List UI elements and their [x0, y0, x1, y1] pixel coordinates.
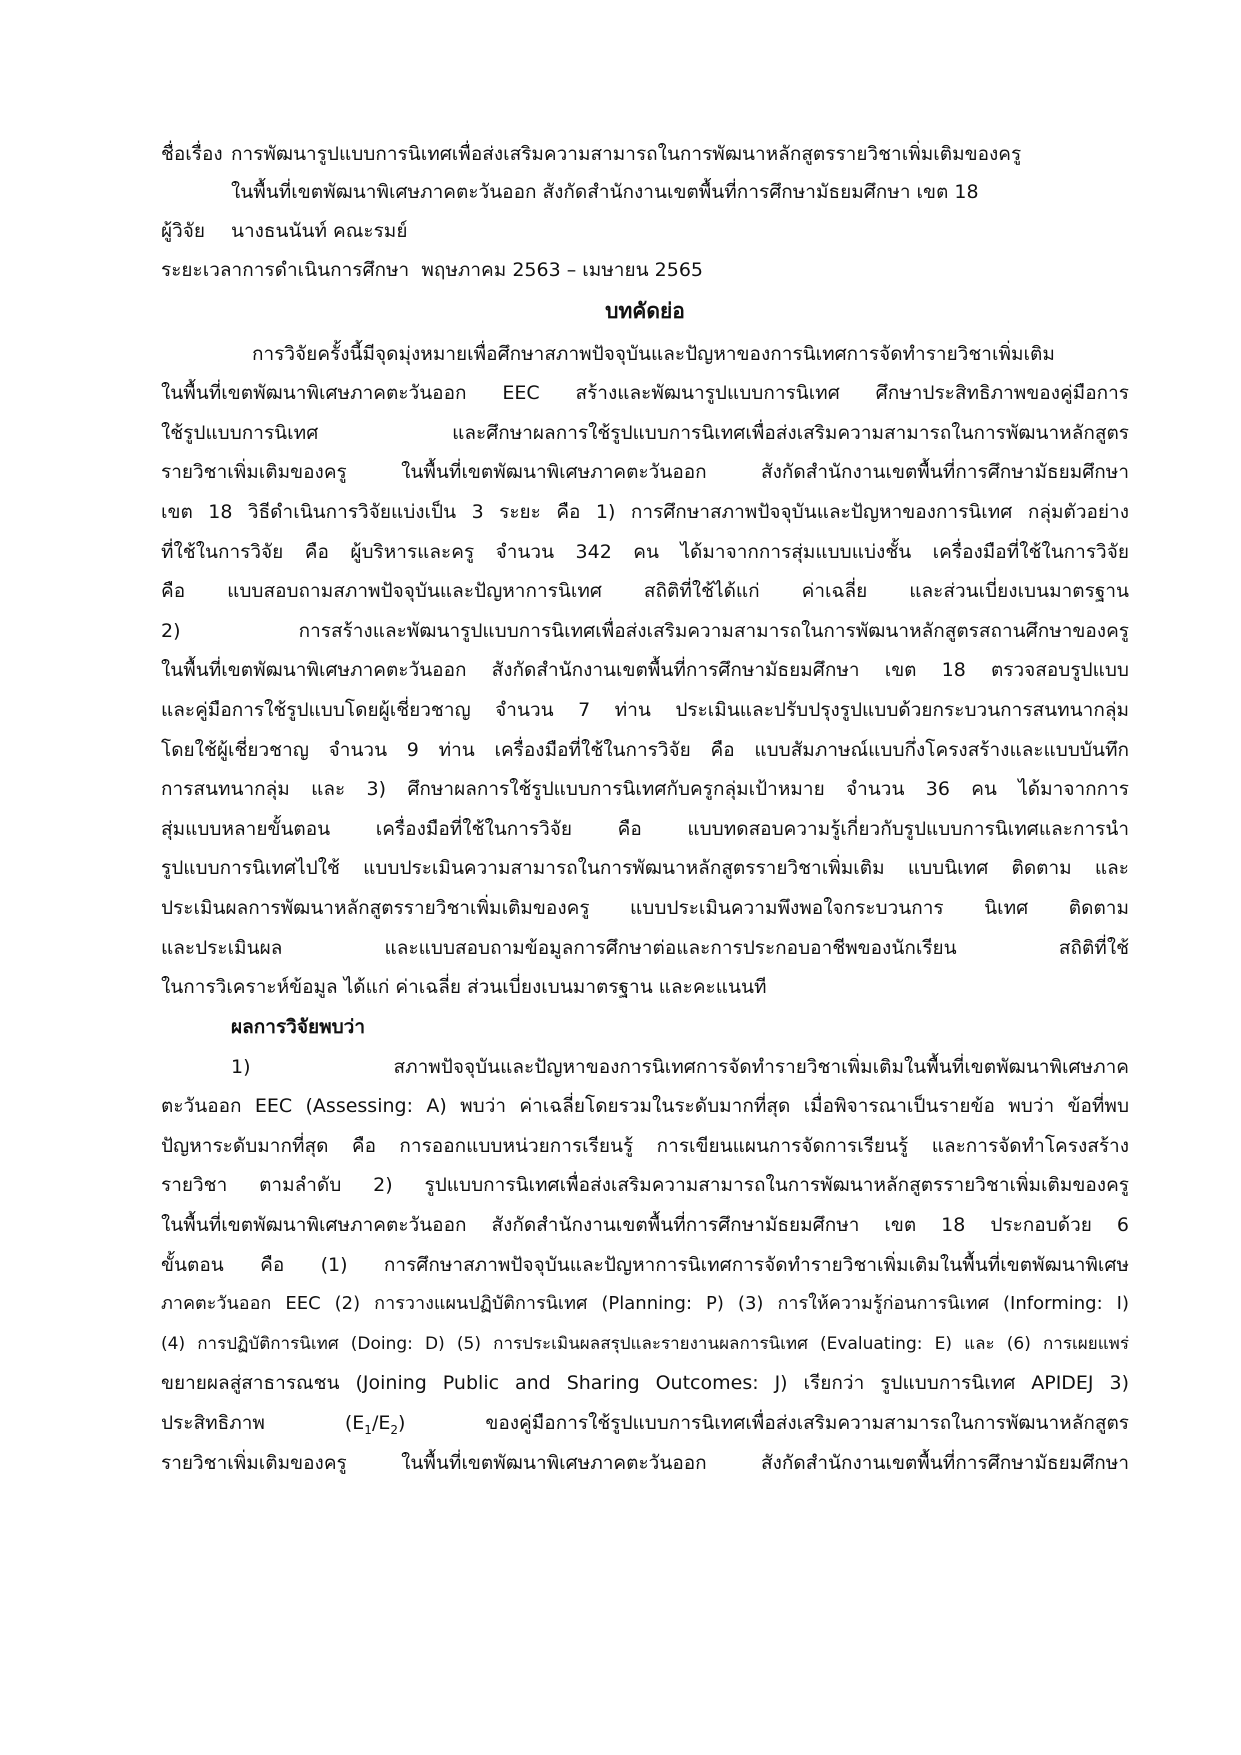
period-line: [161, 250, 1129, 290]
efficiency-pre: ประสิทธิภาพ (E: [161, 1412, 365, 1434]
title-text-1: การพัฒนารูปแบบการนิเทศเพื่อส่งเสริมความสามารถในการพัฒนาหลักสูตรรายวิชาเพิ่มเติมของครู: [231, 143, 1022, 165]
efficiency-sub-2: 2: [390, 1422, 398, 1437]
abstract-line: ที่ใช้ในการวิจัย คือ ผู้บริหารและครู จำนวน 342 คน ได้มาจากการสุ่มแบบแบ่งชั้น เครื่องมือที่ใช้ในการวิจัย: [161, 541, 1129, 563]
abstract-line: รายวิชาเพิ่มเติมของครู ในพื้นที่เขตพัฒนาพิเศษภาคตะวันออก สังกัดสำนักงานเขตพื้นที่การศึกษามัธยมศึกษา: [161, 461, 1129, 483]
efficiency-mid: /E: [371, 1412, 391, 1434]
abstract-heading: บทคัดย่อ: [605, 299, 685, 323]
efficiency-post: ) ของคู่มือการใช้รูปแบบการนิเทศเพื่อส่งเสริมความสามารถในการพัฒนาหลักสูตร: [397, 1412, 1129, 1434]
title-line-2: ในพื้นที่เขตพัฒนาพิเศษภาคตะวันออก สังกัดสำนักงานเขตพื้นที่การศึกษามัธยมศึกษา เขต 18: [231, 181, 979, 203]
abstract-line: คือ แบบสอบถามสภาพปัจจุบันและปัญหาการนิเทศ สถิติที่ใช้ได้แก่ ค่าเฉลี่ย และส่วนเบี่ยงเบนมาตรฐาน: [161, 580, 1129, 602]
researcher-line: [161, 211, 1129, 251]
researcher-label: ผู้วิจัย: [161, 220, 206, 242]
findings-line-last: รายวิชาเพิ่มเติมของครู ในพื้นที่เขตพัฒนาพิเศษภาคตะวันออก สังกัดสำนักงานเขตพื้นที่การศึกษามัธยมศึกษา: [161, 1452, 1129, 1474]
abstract-line: เขต 18 วิธีดำเนินการวิจัยแบ่งเป็น 3 ระยะ คือ 1) การศึกษาสภาพปัจจุบันและปัญหาของการนิเทศ กลุ่มตัวอย่าง: [161, 501, 1129, 523]
abstract-line: สุ่มแบบหลายขั้นตอน เครื่องมือที่ใช้ในการวิจัย คือ แบบทดสอบความรู้เกี่ยวกับรูปแบบการนิเทศและการนำ: [161, 818, 1129, 840]
title-line-1: [161, 134, 1129, 174]
title-label: ชื่อเรื่อง: [161, 143, 223, 165]
findings-line: รายวิชา ตามลำดับ 2) รูปแบบการนิเทศเพื่อส่งเสริมความสามารถในการพัฒนาหลักสูตรรายวิชาเพิ่มเติมของครู: [161, 1174, 1129, 1196]
findings-line: ขยายผลสู่สาธารณชน (Joining Public and Sharing Outcomes: J) เรียกว่า รูปแบบการนิเทศ APIDEJ 3): [161, 1372, 1129, 1394]
period-value: พฤษภาคม 2563 – เมษายน 2565: [421, 259, 703, 281]
abstract-line: ประเมินผลการพัฒนาหลักสูตรรายวิชาเพิ่มเติมของครู แบบประเมินความพึงพอใจกระบวนการ นิเทศ ติดตาม: [161, 897, 1129, 919]
abstract-line: 2) การสร้างและพัฒนารูปแบบการนิเทศเพื่อส่งเสริมความสามารถในการพัฒนาหลักสูตรสถานศึกษาของครู: [161, 620, 1129, 642]
abstract-line: การสนทนากลุ่ม และ 3) ศึกษาผลการใช้รูปแบบการนิเทศกับครูกลุ่มเป้าหมาย จำนวน 36 คน ได้มาจากการ: [161, 778, 1129, 800]
findings-line: 1) สภาพปัจจุบันและปัญหาของการนิเทศการจัดทำรายวิชาเพิ่มเติมในพื้นที่เขตพัฒนาพิเศษภาค: [231, 1056, 1129, 1078]
findings-efficiency-line: [161, 1403, 1129, 1443]
abstract-line: โดยใช้ผู้เชี่ยวชาญ จำนวน 9 ท่าน เครื่องมือที่ใช้ในการวิจัย คือ แบบสัมภาษณ์แบบกึ่งโครงสร้างและแบบบันทึก: [161, 739, 1129, 761]
findings-line: ขั้นตอน คือ (1) การศึกษาสภาพปัจจุบันและปัญหาการนิเทศการจัดทำรายวิชาเพิ่มเติมในพื้นที่เขตพัฒนาพิเศษ: [161, 1254, 1129, 1276]
abstract-line: ในพื้นที่เขตพัฒนาพิเศษภาคตะวันออก EEC สร้างและพัฒนารูปแบบการนิเทศ ศึกษาประสิทธิภาพของคู่มือการ: [161, 382, 1129, 404]
findings-line: ปัญหาระดับมากที่สุด คือ การออกแบบหน่วยการเรียนรู้ การเขียนแผนการจัดการเรียนรู้ และการจัดทำโครงสร้าง: [161, 1135, 1129, 1157]
abstract-line-last: ในการวิเคราะห์ข้อมูล ได้แก่ ค่าเฉลี่ย ส่วนเบี่ยงเบนมาตรฐาน และคะแนนที: [161, 976, 767, 998]
abstract-line: และประเมินผล และแบบสอบถามข้อมูลการศึกษาต่อและการประกอบอาชีพของนักเรียน สถิติที่ใช้: [161, 937, 1129, 959]
findings-line: ตะวันออก EEC (Assessing: A) พบว่า ค่าเฉลี่ยโดยรวมในระดับมากที่สุด เมื่อพิจารณาเป็นรายข้อ พบว่า ข้อที่พบ: [161, 1095, 1129, 1117]
efficiency-sub-1: 1: [364, 1422, 372, 1437]
period-label: ระยะเวลาการดำเนินการศึกษา: [161, 259, 410, 281]
findings-line: ภาคตะวันออก EEC (2) การวางแผนปฏิบัติการนิเทศ (Planning: P) (3) การให้ความรู้ก่อนการนิเทศ (Informing: I): [161, 1293, 1129, 1314]
abstract-line: และคู่มือการใช้รูปแบบโดยผู้เชี่ยวชาญ จำนวน 7 ท่าน ประเมินและปรับปรุงรูปแบบด้วยกระบวนการสนทนากลุ่ม: [161, 699, 1129, 721]
abstract-line: รูปแบบการนิเทศไปใช้ แบบประเมินความสามารถในการพัฒนาหลักสูตรรายวิชาเพิ่มเติม แบบนิเทศ ติดตาม และ: [161, 857, 1129, 879]
findings-line: (4) การปฏิบัติการนิเทศ (Doing: D) (5) การประเมินผลสรุปและรายงานผลการนิเทศ (Evaluating: E) และ (6) การเผยแพร่: [161, 1334, 1129, 1354]
findings-line: ในพื้นที่เขตพัฒนาพิเศษภาคตะวันออก สังกัดสำนักงานเขตพื้นที่การศึกษามัธยมศึกษา เขต 18 ประกอบด้วย 6: [161, 1214, 1129, 1236]
findings-heading: ผลการวิจัยพบว่า: [231, 1016, 366, 1038]
abstract-line: ใช้รูปแบบการนิเทศ และศึกษาผลการใช้รูปแบบการนิเทศเพื่อส่งเสริมความสามารถในการพัฒนาหลักสูตร: [161, 422, 1129, 444]
abstract-line: การวิจัยครั้งนี้มีจุดมุ่งหมายเพื่อศึกษาสภาพปัจจุบันและปัญหาของการนิเทศการจัดทำรายวิชาเพิ่มเติม: [252, 343, 1055, 365]
researcher-name: นางธนนันท์ คณะรมย์: [231, 220, 408, 242]
abstract-line: ในพื้นที่เขตพัฒนาพิเศษภาคตะวันออก สังกัดสำนักงานเขตพื้นที่การศึกษามัธยมศึกษา เขต 18 ตรวจสอบรูปแบบ: [161, 659, 1129, 681]
